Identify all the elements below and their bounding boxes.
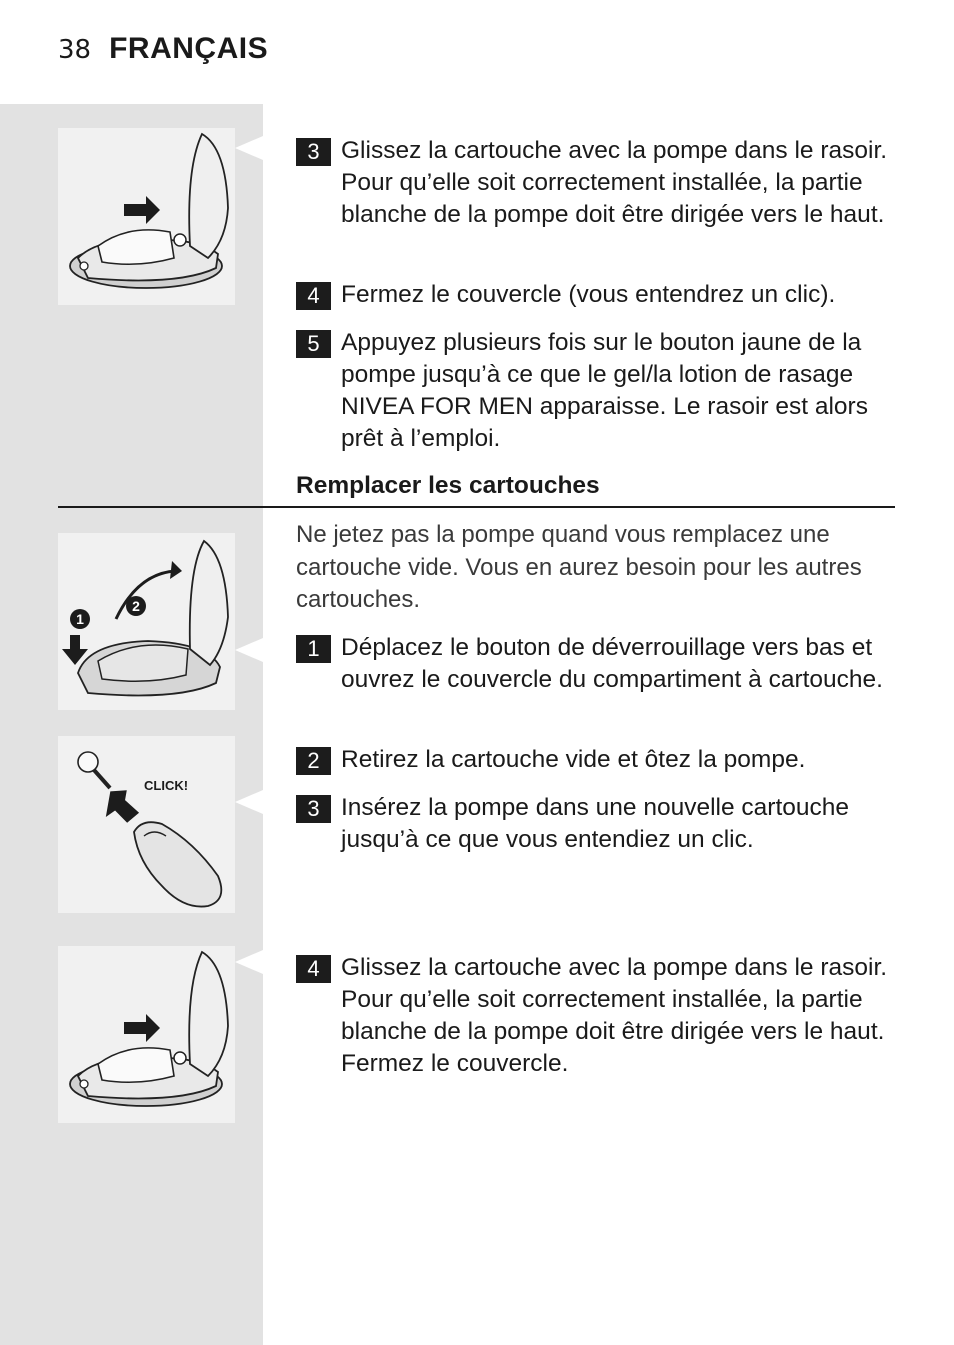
step-5-top	[296, 327, 896, 455]
step-3	[296, 792, 896, 856]
badge-1: 1	[76, 611, 84, 627]
shaver-insert-icon	[58, 946, 235, 1123]
figure-pointer	[235, 790, 263, 814]
shaver-insert-icon	[58, 128, 235, 305]
page-number: 38	[58, 35, 92, 65]
figure-pointer	[235, 950, 263, 974]
click-label: CLICK!	[144, 778, 189, 793]
note-text: Ne jetez pas la pompe quand vous remplacez une cartouche vide. Vous en aurez besoin pour les autres cartouches.	[296, 521, 862, 613]
step-3-top	[296, 135, 896, 231]
step-text: Déplacez le bouton de déverrouillage vers bas et ouvrez le couvercle du compartiment à cartouche.	[341, 634, 883, 693]
step-4	[296, 952, 896, 1080]
shaver-cartridge-insert-illustration-2	[58, 946, 235, 1123]
pump-click-icon	[58, 736, 235, 913]
step-text: Glissez la cartouche avec la pompe dans le rasoir. Pour qu’elle soit correctement installée, la partie blanche de la pompe doit être dirigée vers le haut.	[341, 137, 888, 228]
shaver-open-icon	[58, 533, 235, 710]
shaver-open-lid-illustration	[58, 533, 235, 710]
step-number: 3	[296, 138, 331, 166]
section-heading: Remplacer les cartouches	[296, 472, 600, 499]
step-number: 3	[296, 795, 331, 823]
pump-click-into-cartridge-illustration	[58, 736, 235, 913]
step-number: 4	[296, 282, 331, 310]
step-number: 4	[296, 955, 331, 983]
section-divider	[58, 506, 895, 508]
step-number: 5	[296, 330, 331, 358]
page-header	[58, 32, 268, 76]
figure-pointer	[235, 136, 263, 160]
badge-2: 2	[132, 598, 140, 614]
step-text: Retirez la cartouche vide et ôtez la pompe.	[341, 746, 806, 773]
step-number: 1	[296, 635, 331, 663]
step-number: 2	[296, 747, 331, 775]
step-1	[296, 632, 896, 696]
step-text: Insérez la pompe dans une nouvelle cartouche jusqu’à ce que vous entendiez un clic.	[341, 794, 850, 853]
figure-pointer	[235, 638, 263, 662]
step-text: Fermez le couvercle (vous entendrez un clic).	[341, 281, 836, 308]
step-4-top	[296, 279, 896, 311]
shaver-cartridge-insert-illustration	[58, 128, 235, 305]
step-text: Appuyez plusieurs fois sur le bouton jaune de la pompe jusqu’à ce que le gel/la lotion de rasage NIVEA FOR MEN apparaisse. Le rasoir est alors prêt à l’emploi.	[341, 329, 868, 452]
step-text: Glissez la cartouche avec la pompe dans le rasoir. Pour qu’elle soit correctement installée, la partie blanche de la pompe doit être dirigée vers le haut. Fermez le couvercle.	[341, 954, 888, 1077]
section-title: FRANÇAIS	[109, 32, 269, 65]
step-2	[296, 744, 896, 776]
